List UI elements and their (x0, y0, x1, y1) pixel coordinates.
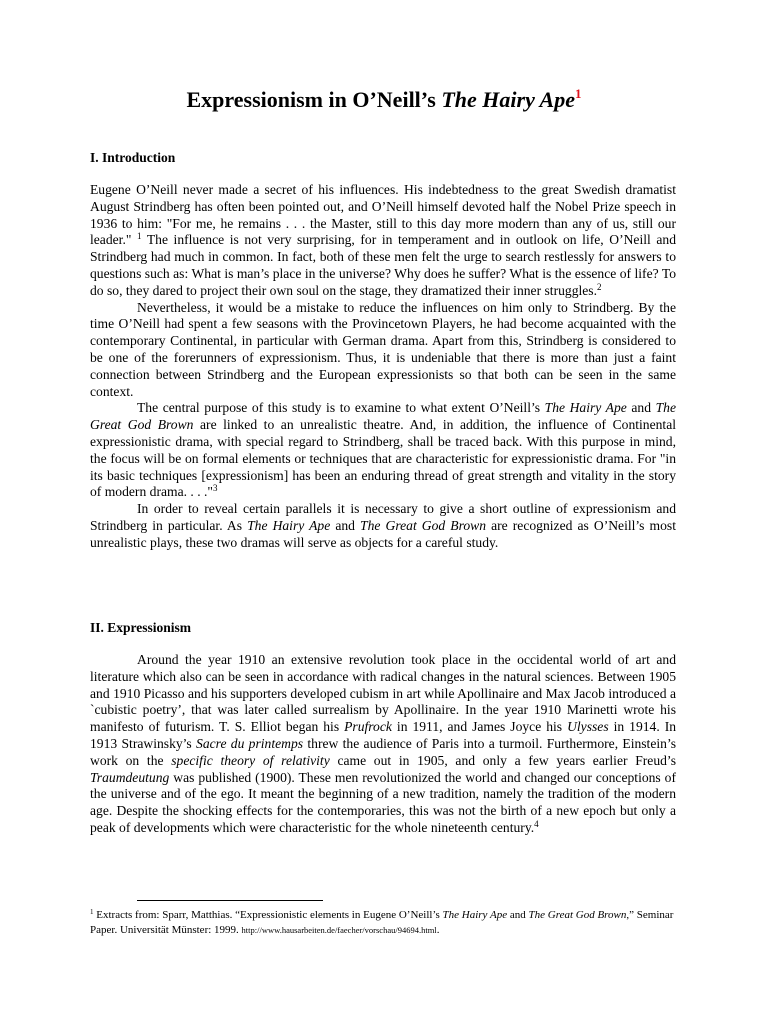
footnote-marker: 2 (597, 281, 602, 292)
title-footnote-marker: 1 (574, 86, 582, 101)
footnote-number: 1 (90, 908, 94, 916)
footnote-marker: 4 (534, 818, 539, 829)
expressionism-body (90, 652, 676, 837)
introduction-body (90, 182, 676, 552)
footnote-url: http://www.hausarbeiten.de/faecher/vorschau/94694.html (241, 925, 437, 935)
intro-paragraph-2: Nevertheless, it would be a mistake to reduce the influences on him only to Strindberg. By the time O’Neill had spent a few seasons with the Provincetown Players, he had become acquainted with the contemporary Continental, in particular with German drama. Apart from this, Strindberg is considered to be one of the forerunners of expressionism. Thus, it is undeniable that there is more than just a faint connection between Strindberg and the European expressionists so that both can be seen in the same context. (90, 299, 676, 399)
expressionism-paragraph-1: Around the year 1910 an extensive revolution took place in the occidental world of art and literature which also can be seen in accordance with radical changes in the natural sciences. Between 1905 and 1910 Picasso and his supporters developed cubism in art while Apollinaire and Max Jacob introduced a `cubistic poetry’, that was later called surrealism by Apollinaire. In the year 1910 Marinetti wrote his manifesto of futurism. T. S. Elliot began his Prufrock in 1911, and James Joyce his Ulysses in 1914. In 1913 Strawinsky’s Sacre du printemps threw the audience of Paris into a turmoil. Furthermore, Einstein’s work on the specific theory of relativity came out in 1905, and only a few years earlier Freud’s Traumdeutung was published (1900). These men revolutionized the world and changed our conceptions of the universe and of the ego. It meant the beginning of a new tradition, namely the tradition of the modern age. Despite the shocking effects for the contemporaries, this was not the birth of a new epoch but only a peak of developments which were characteristic for the whole nineteenth century.$^4$ (90, 652, 677, 835)
document-title (0, 86, 768, 114)
footnote-marker: 1 (137, 231, 142, 242)
intro-paragraph-1: Eugene O’Neill never made a secret of his influences. His indebtedness to the great Swedish dramatist August Strindberg has often been pointed out, and O’Neill himself devoted half the Nobel Prize speech in 1936 to him: "For me, he remains . . . the Master, still to this day more modern than any of us, still our leader." $^1$ The influence is not very surprising, for in temperament and in outlook on life, O’Neill and Strindberg had much in common. In fact, both of these men felt the urge to search restlessly for answers to questions such as: What is man’s place in the universe? Why does he suffer? What is the essence of life? To do so, they dared to project their own soul on the stage, they dramatized their inner struggles.$^2$ (90, 182, 676, 298)
intro-paragraph-3: The central purpose of this study is to examine to what extent O’Neill’s The Hairy Ape and The Great God Brown are linked to an unrealistic theatre. And, in addition, the influence of Continental expressionistic drama, with special regard to Strindberg, shall be traced back. With this purpose in mind, the focus will be on formal elements or techniques that are characteristic for expressionistic drama. For "in its basic techniques [expressionism] has been an enduring thread of great strength and vitality in the story of modern drama. . . ."$^3$ (90, 400, 677, 500)
footnote-marker: 3 (212, 483, 218, 494)
section-heading-expressionism: II. Expressionism (90, 620, 192, 635)
title-play-name: The Hairy Ape (441, 87, 575, 112)
intro-paragraph-4: In order to reveal certain parallels it is necessary to give a short outline of expressionism and Strindberg in particular. As The Hairy Ape and The Great God Brown are recognized as O’Neill’s most unrealistic plays, these two dramas will serve as objects for a careful study. (90, 501, 676, 550)
footnote-separator (137, 900, 323, 901)
section-heading-introduction: I. Introduction (90, 150, 176, 165)
title-text: Expressionism in O’Neill’s (186, 87, 436, 112)
footnote-1: $^1$ Extracts from: Sparr, Matthias. “Expressionistic elements in Eugene O’Neill’s The Hairy Ape and The Great God Brown,” Seminar Paper. Universität Münster: 1999. http://www.hausarbeiten.de/faecher/vorschau/94694.html. (90, 908, 674, 936)
